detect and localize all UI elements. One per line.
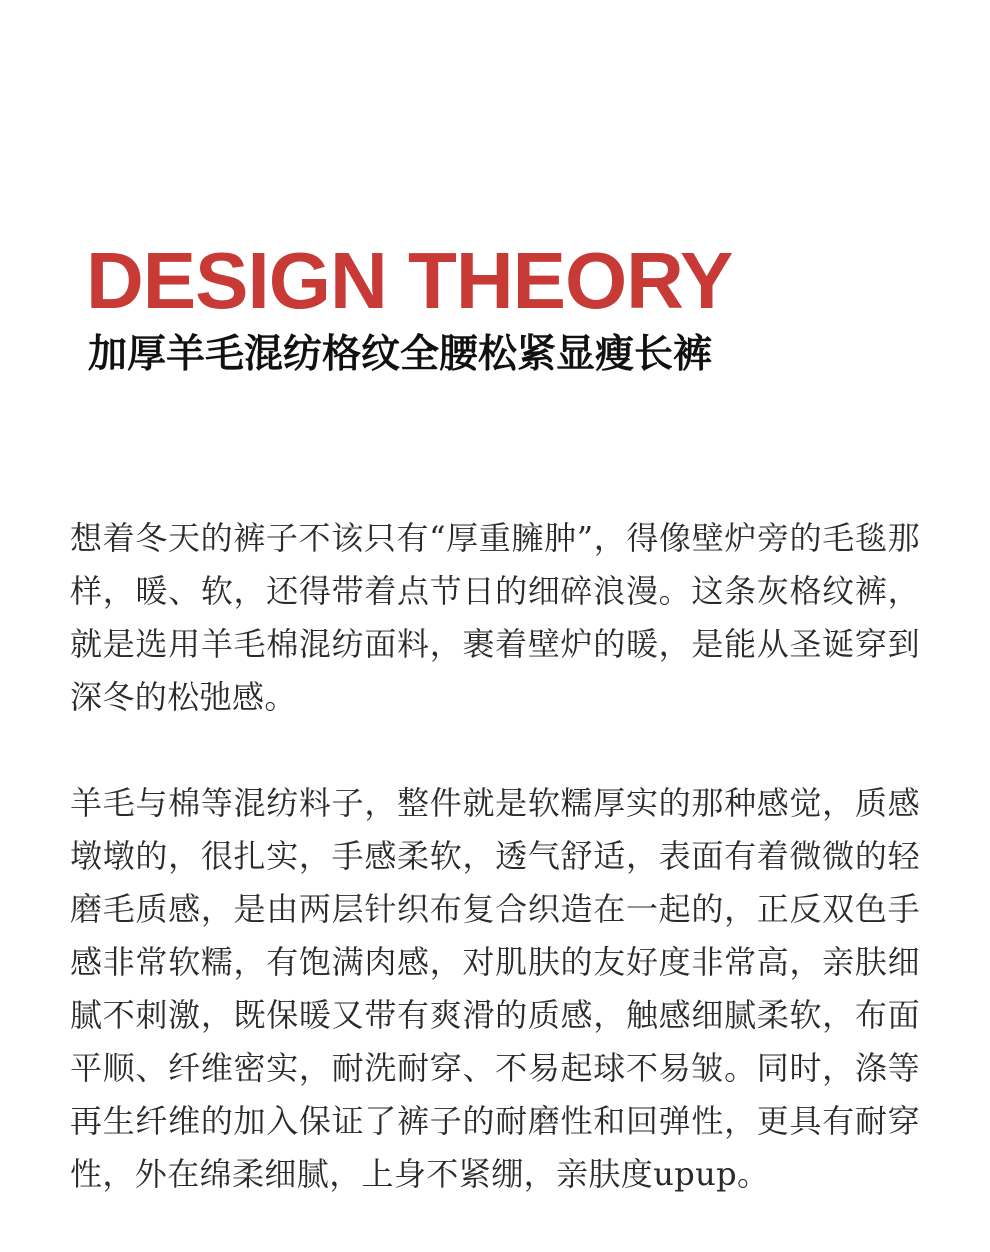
english-title: DESIGN THEORY bbox=[86, 236, 733, 325]
design-theory-heading bbox=[86, 238, 946, 380]
fabric-paragraph: 羊毛与棉等混纺料子，整件就是软糯厚实的那种感觉，质感墩墩的，很扎实，手感柔软，透气舒适，表面有着微微的轻磨毛质感，是由两层针织布复合织造在一起的，正反双色手感非常软糯，有饱满肉感，对肌肤的友好度非常高，亲肤细腻不刺激，既保暖又带有爽滑的质感，触感细腻柔软，布面平顺、纤维密实，耐洗耐穿、不易起球不易皱。同时，涤等再生纤维的加入保证了裤子的耐磨性和回弹性，更具有耐穿性，外在绵柔细腻，上身不紧绷，亲肤度upup。 bbox=[70, 784, 920, 1193]
intro-paragraph: 想着冬天的裤子不该只有“厚重臃肿”，得像壁炉旁的毛毯那样，暖、软，还得带着点节日的细碎浪漫。这条灰格纹裤，就是选用羊毛棉混纺面料，裹着壁炉的暖，是能从圣诞穿到深冬的松弛感。 bbox=[70, 519, 920, 716]
description-body bbox=[70, 512, 920, 1201]
product-name-title: 加厚羊毛混纺格纹全腰松紧显瘦长裤 bbox=[88, 332, 713, 377]
